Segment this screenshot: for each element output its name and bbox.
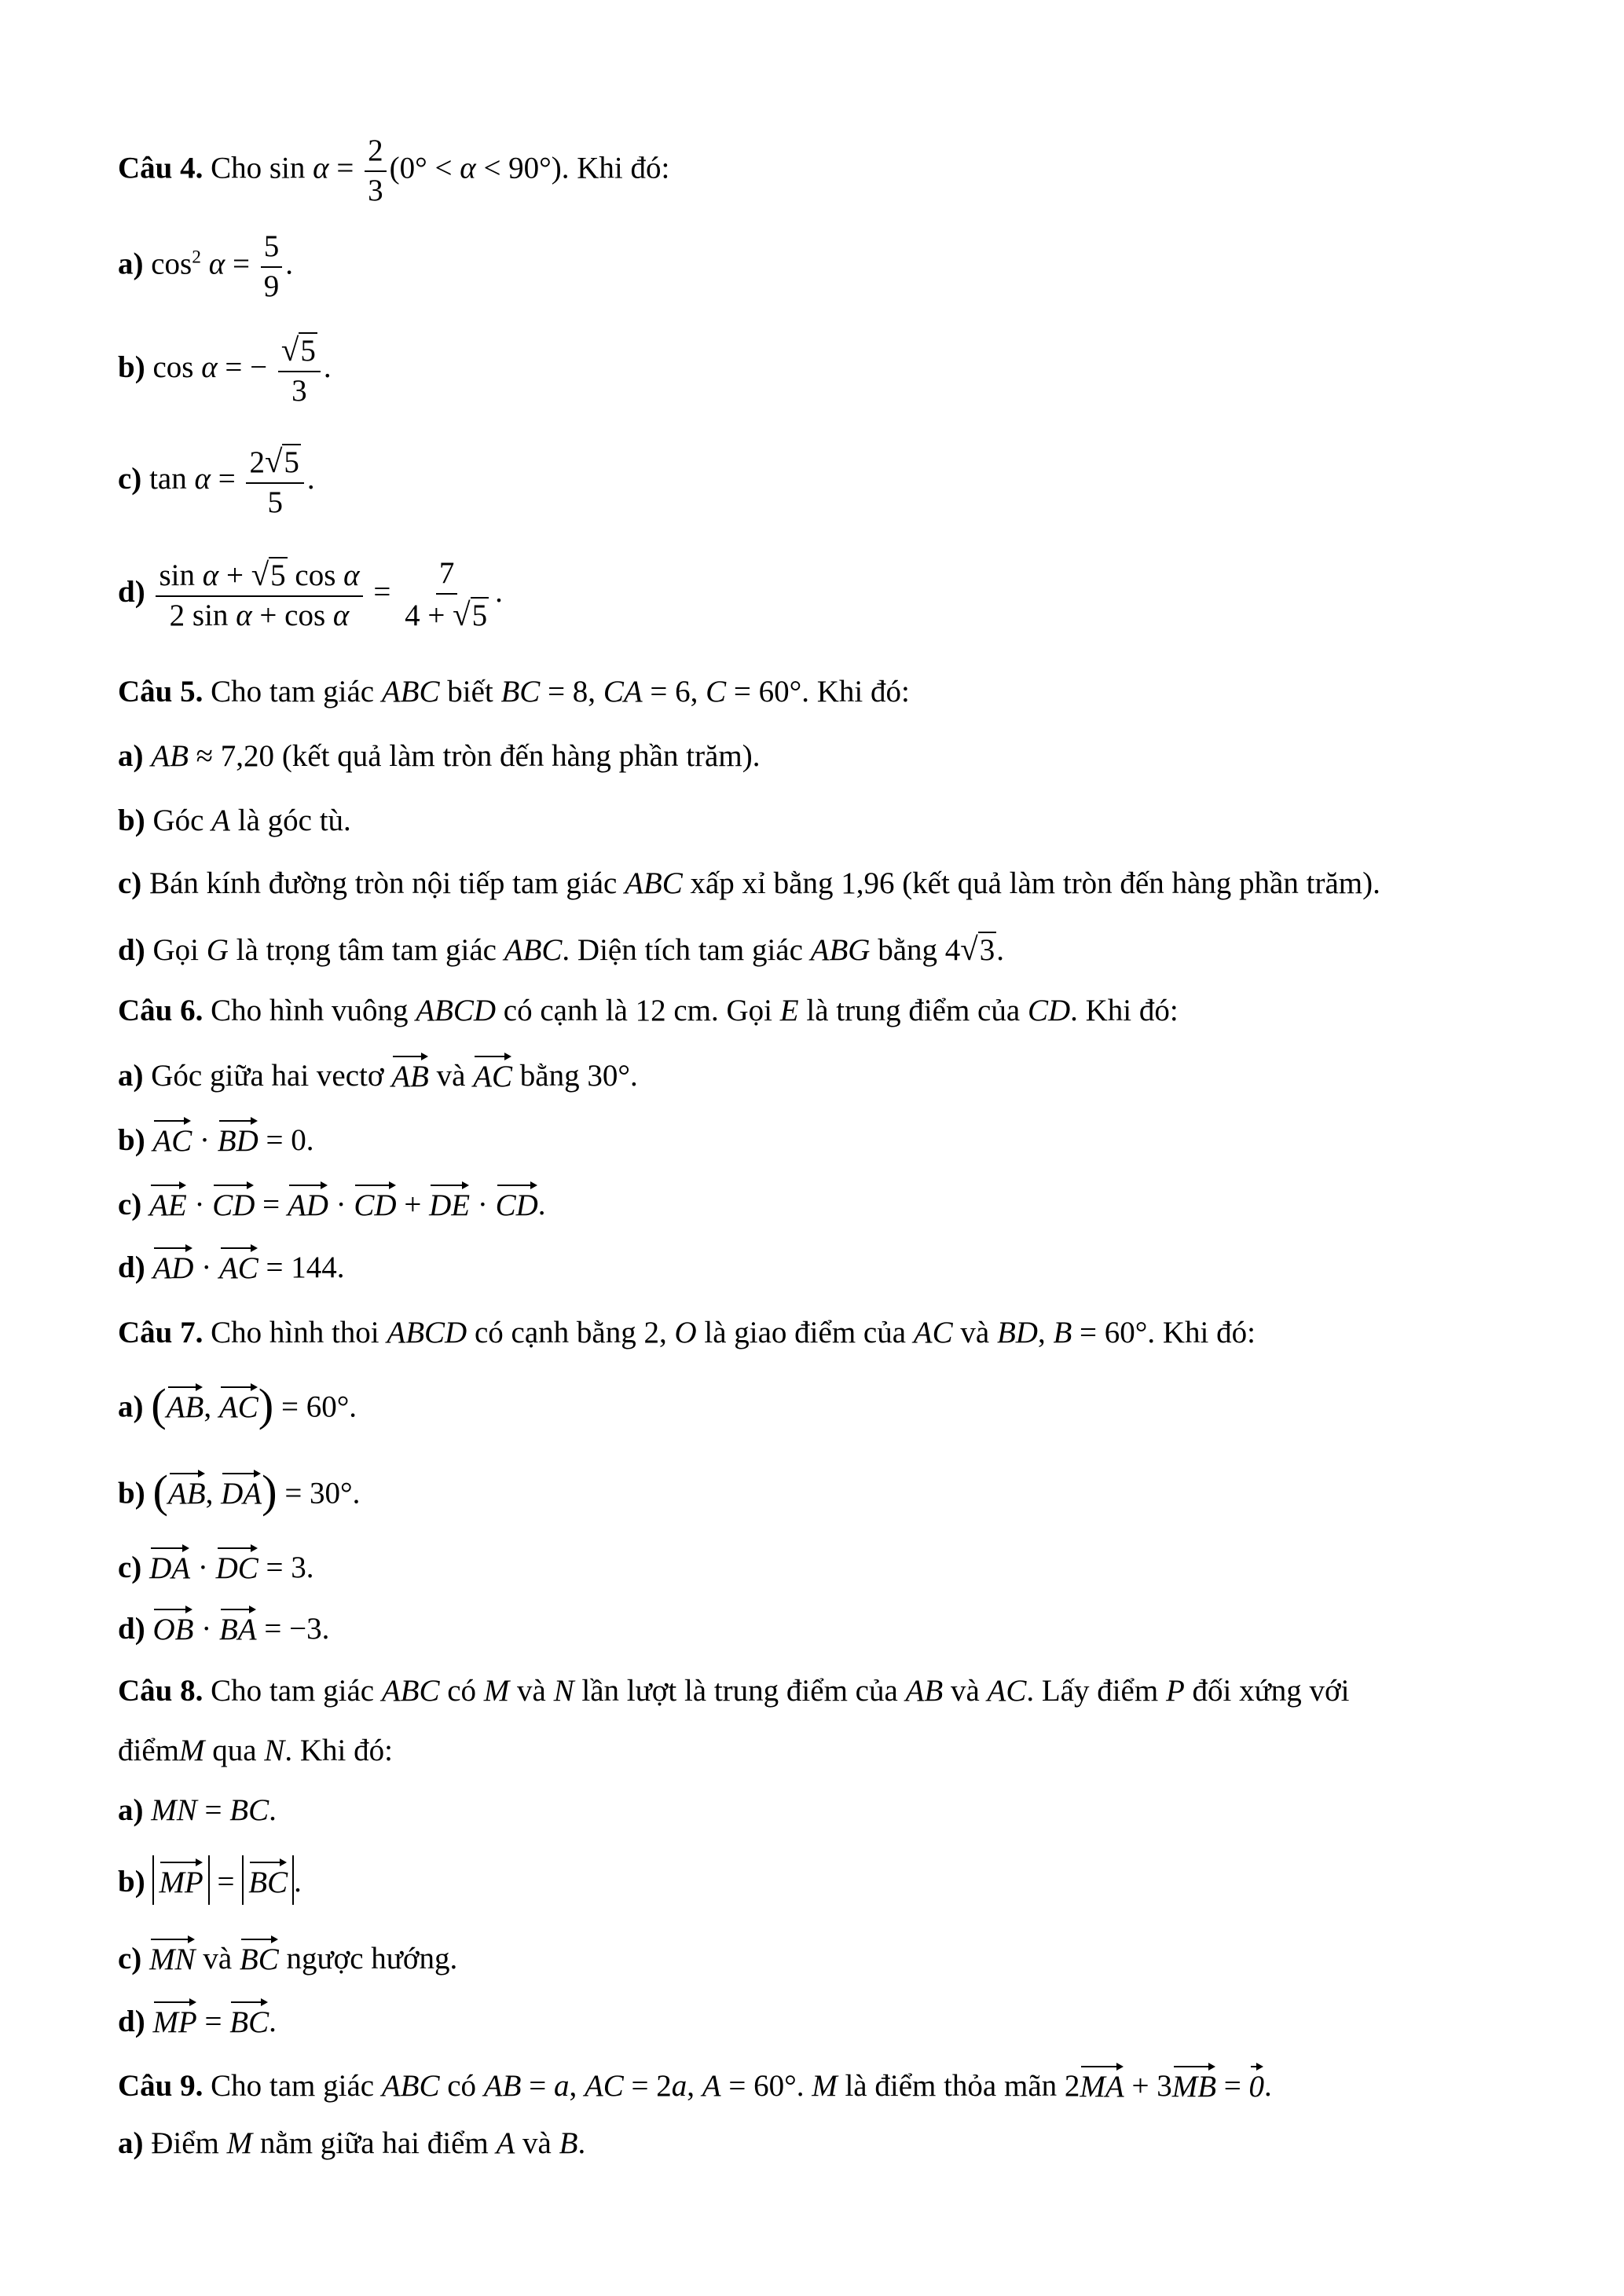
fraction: $\frac{2}{3}$: [365, 132, 387, 211]
q9-option-a: a) Điểm M nằm giữa hai điểm A và B.: [118, 2126, 586, 2160]
fraction: $\frac{\text{sin α + √5 cos α}}{\text{2 sin α + cos α}}$: [156, 555, 362, 635]
q9-stem: Câu 9. Cho tam giác ABC có AB = a, AC = 2a, A = 60°. M là điểm thỏa mãn 2MA + 3MB = 0.: [118, 2060, 1272, 2105]
fraction: $\frac{2√5}{5}$: [246, 441, 303, 522]
q4-stem: Câu 4. Cho sin α = $\frac{2}{3}$ (0° < α < 90°). Khi đó:: [118, 132, 669, 211]
q6-label: Câu 6.: [118, 994, 203, 1027]
q9-label: Câu 9.: [118, 2069, 203, 2104]
q8-stem-line2: điểmM qua N. Khi đó:: [118, 1734, 393, 1767]
q6-option-a: a) Góc giữa hai vectơ AB và AC bằng 30°.: [118, 1049, 638, 1095]
q8-option-b: b) MP = BC .: [118, 1855, 302, 1905]
q8-option-a: a) MN = BC.: [118, 1793, 277, 1827]
q7-option-a: a) (AB, AC) = 60°.: [118, 1379, 357, 1430]
q8-label: Câu 8.: [118, 1674, 203, 1708]
q7-stem: Câu 7. Cho hình thoi ABCD có cạnh bằng 2, O là giao điểm của AC và BD, B = 60°. Khi đó:: [118, 1316, 1256, 1349]
fraction: $\frac{√5}{3}$: [278, 330, 321, 411]
q5-option-b: b) Góc A là góc tù.: [118, 804, 351, 837]
q5-option-d: d) Gọi G là trọng tâm tam giác ABC. Diện tích tam giác ABG bằng 4√3.: [118, 932, 1004, 967]
q8-option-c: c) MN và BC ngược hướng.: [118, 1932, 457, 1978]
q7-option-b: b) (AB, DA) = 30°.: [118, 1466, 361, 1517]
q6-option-d: d) AD · AC = 144.: [118, 1241, 345, 1287]
q5-option-a: a) AB ≈ 7,20 (kết quả làm tròn đến hàng phần trăm).: [118, 739, 761, 773]
q6-option-c: c) AE · CD = AD · CD + DE · CD.: [118, 1178, 546, 1224]
q4-label: Câu 4.: [118, 151, 203, 185]
q4-option-a: a) $\cos^2 \alpha$ = $\frac{5}{9}$ .: [118, 228, 293, 306]
q6-option-b: b) AC · BD = 0.: [118, 1114, 314, 1159]
q7-option-d: d) OB · BA = −3.: [118, 1602, 329, 1648]
q8-option-d: d) MP = BC.: [118, 1995, 277, 2041]
q4-option-c: c) tan α = $\frac{2√5}{5}$ .: [118, 441, 315, 522]
q8-stem: Câu 8. Cho tam giác ABC có M và N lần lượt là trung điểm của AB và AC. Lấy điểm P đối xứng với: [118, 1674, 1350, 1708]
fraction: $\frac{5}{9}$: [261, 228, 283, 306]
fraction: $\frac{7}{4 + √5}$: [405, 556, 488, 632]
q6-stem: Câu 6. Cho hình vuông ABCD có cạnh là 12 cm. Gọi E là trung điểm của CD. Khi đó:: [118, 994, 1179, 1027]
q4-option-b: b) cos α = − $\frac{√5}{3}$ .: [118, 330, 332, 411]
q7-option-c: c) DA · DC = 3.: [118, 1541, 314, 1587]
q5-stem: Câu 5. Cho tam giác ABC biết BC = 8, CA = 6, C = 60°. Khi đó:: [118, 675, 910, 709]
q7-label: Câu 7.: [118, 1316, 203, 1349]
q5-label: Câu 5.: [118, 675, 203, 709]
q5-option-c: c) Bán kính đường tròn nội tiếp tam giác ABC xấp xỉ bằng 1,96 (kết quả làm tròn đến hàng phần trăm).: [118, 866, 1380, 900]
q4-option-d: d) $\frac{\text{sin α + √5 cos α}}{\text{2 sin α + cos α}}$ = $\frac{7}{4 + √5}$ .: [118, 555, 503, 635]
